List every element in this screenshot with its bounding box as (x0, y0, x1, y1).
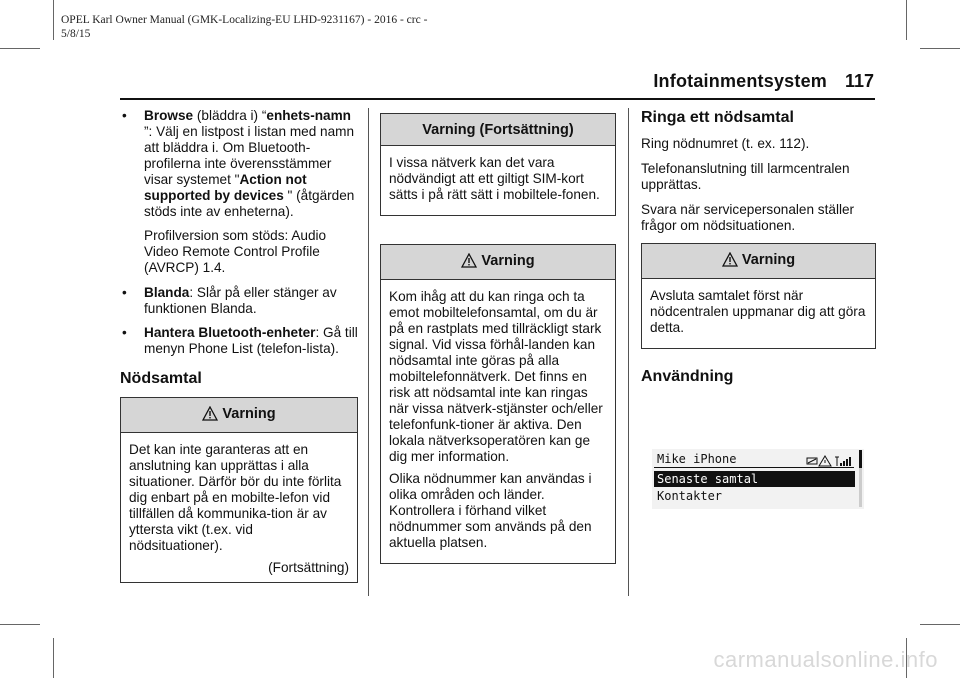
text: " (åtgärden stöds inte av enheterna). (144, 188, 355, 219)
status-icons (806, 452, 852, 471)
document-header (61, 13, 427, 41)
battery-icon (807, 458, 817, 464)
warning-text: Olika nödnummer kan användas i olika områden och länder. Kontrollera i förhand vilket nödnummer som används på den aktuella platsen. (389, 471, 592, 550)
warning-box (380, 244, 616, 564)
warning-header (642, 244, 875, 279)
crop-mark (920, 48, 960, 49)
paragraph: Telefonanslutning till larmcentralen upprättas. (641, 161, 850, 192)
warning-box-continued (380, 113, 616, 216)
text: : Slår på eller stänger av funktionen Blanda. (144, 285, 337, 316)
display-title: Mike iPhone (657, 452, 737, 466)
text: : Gå till menyn Phone List (telefon-lista). (144, 325, 358, 356)
paragraph: Svara när servicepersonalen ställer frågor om nödsituationen. (641, 202, 855, 233)
phone-display-image (652, 449, 864, 509)
column-separator (628, 108, 629, 596)
warning-title: Varning (741, 252, 796, 268)
text: (bläddra i) “ (193, 108, 267, 123)
header-rule (120, 98, 875, 100)
warning-triangle-icon (819, 456, 831, 466)
warning-icon (202, 406, 218, 425)
warning-body (381, 146, 615, 215)
warning-box (641, 243, 876, 349)
heading-make-emergency-call: Ringa ett nödsamtal (641, 109, 794, 126)
column-separator (368, 108, 369, 596)
warning-icon (722, 252, 738, 271)
warning-body (381, 280, 615, 563)
watermark: carmanualsonline.info (713, 647, 938, 672)
crop-mark (0, 624, 40, 625)
column-3 (641, 108, 876, 395)
column-2 (380, 113, 616, 574)
menu-item-recent-calls[interactable]: Senaste samtal (654, 471, 855, 487)
warning-text: Avsluta samtalet först när nödcentralen uppmanar dig att göra detta. (650, 288, 866, 335)
list-item (120, 108, 358, 220)
column-1 (120, 108, 358, 593)
warning-title: Varning (222, 406, 276, 422)
warning-body (121, 433, 357, 582)
bullet-dot: • (122, 325, 127, 340)
title-underline (654, 467, 854, 468)
paragraph: Ring nödnumret (t. ex. 112). (641, 136, 810, 151)
warning-text: I vissa nätverk kan det vara nödvändigt att ett giltigt SIM-kort sätts i på rätt sätt i mobiltele-fonen. (389, 155, 600, 202)
term-manage-bluetooth: Hantera Bluetooth-enheter (144, 325, 316, 340)
term-shuffle: Blanda (144, 285, 190, 300)
scrollbar[interactable] (859, 450, 862, 507)
header-line-2: 5/8/15 (61, 28, 91, 40)
continued-label: (Fortsättning) (268, 560, 349, 575)
heading-usage: Användning (641, 368, 734, 385)
profile-version-text: Profilversion som stöds: Audio Video Remote Control Profile (AVRCP) 1.4. (144, 228, 327, 275)
crop-mark (53, 0, 54, 40)
crop-mark (906, 0, 907, 40)
page-number: 117 (844, 71, 874, 91)
list-item (120, 325, 358, 357)
warning-box (120, 397, 358, 583)
bullet-dot: • (122, 285, 127, 300)
warning-text: Kom ihåg att du kan ringa och ta emot mobiltelefonsamtal, om du är på en rastplats med tillräckligt stark signal. Vid vissa förhål-landen kan nödsamtal inte göras på alla mobiltelefonnätverk. Det finns en risk att nödsamtal inte kan ringas när vissa nätverk-stjänster och/eller telefonfunk-tioner är aktiva. Den lokala nätverksoperatören kan ge dig mer information. (389, 289, 603, 464)
warning-header (121, 398, 357, 433)
list-item (120, 285, 358, 317)
term-device-name: enhets-namn (266, 108, 351, 123)
warning-header (381, 245, 615, 280)
scrollbar-thumb[interactable] (859, 450, 862, 468)
bullet-dot: • (122, 108, 127, 123)
term-browse: Browse (144, 108, 194, 123)
warning-title: Varning (481, 253, 535, 269)
signal-strength-icon (835, 457, 851, 466)
header-line-1: OPEL Karl Owner Manual (GMK-Localizing-EU LHD-9231167) - 2016 - crc - (61, 14, 428, 26)
warning-text: Det kan inte garanteras att en anslutning kan upprättas i alla situationer. Därför bör du inte förlita dig enbart på en mobilte-lefon vid tillfällen då kommunika-tion är av yttersta vikt (t.ex. vid nödsituationer). (129, 442, 342, 553)
crop-mark (53, 638, 54, 678)
crop-mark (920, 624, 960, 625)
crop-mark (0, 48, 40, 49)
warning-body (642, 279, 875, 348)
warning-icon (461, 253, 477, 272)
text: ”: Välj en listpost i listan med namn att bläddra i. Om Bluetooth-profilerna inte överensstämmer visar systemet " (144, 124, 355, 187)
warning-header: Varning (Fortsättning) (381, 114, 615, 146)
heading-emergency-call: Nödsamtal (120, 370, 202, 387)
term-action-not-supported: Action not supported by devices (144, 172, 307, 203)
section-title: Infotainmentsystem (653, 71, 827, 91)
menu-item-contacts[interactable]: Kontakter (657, 489, 723, 503)
